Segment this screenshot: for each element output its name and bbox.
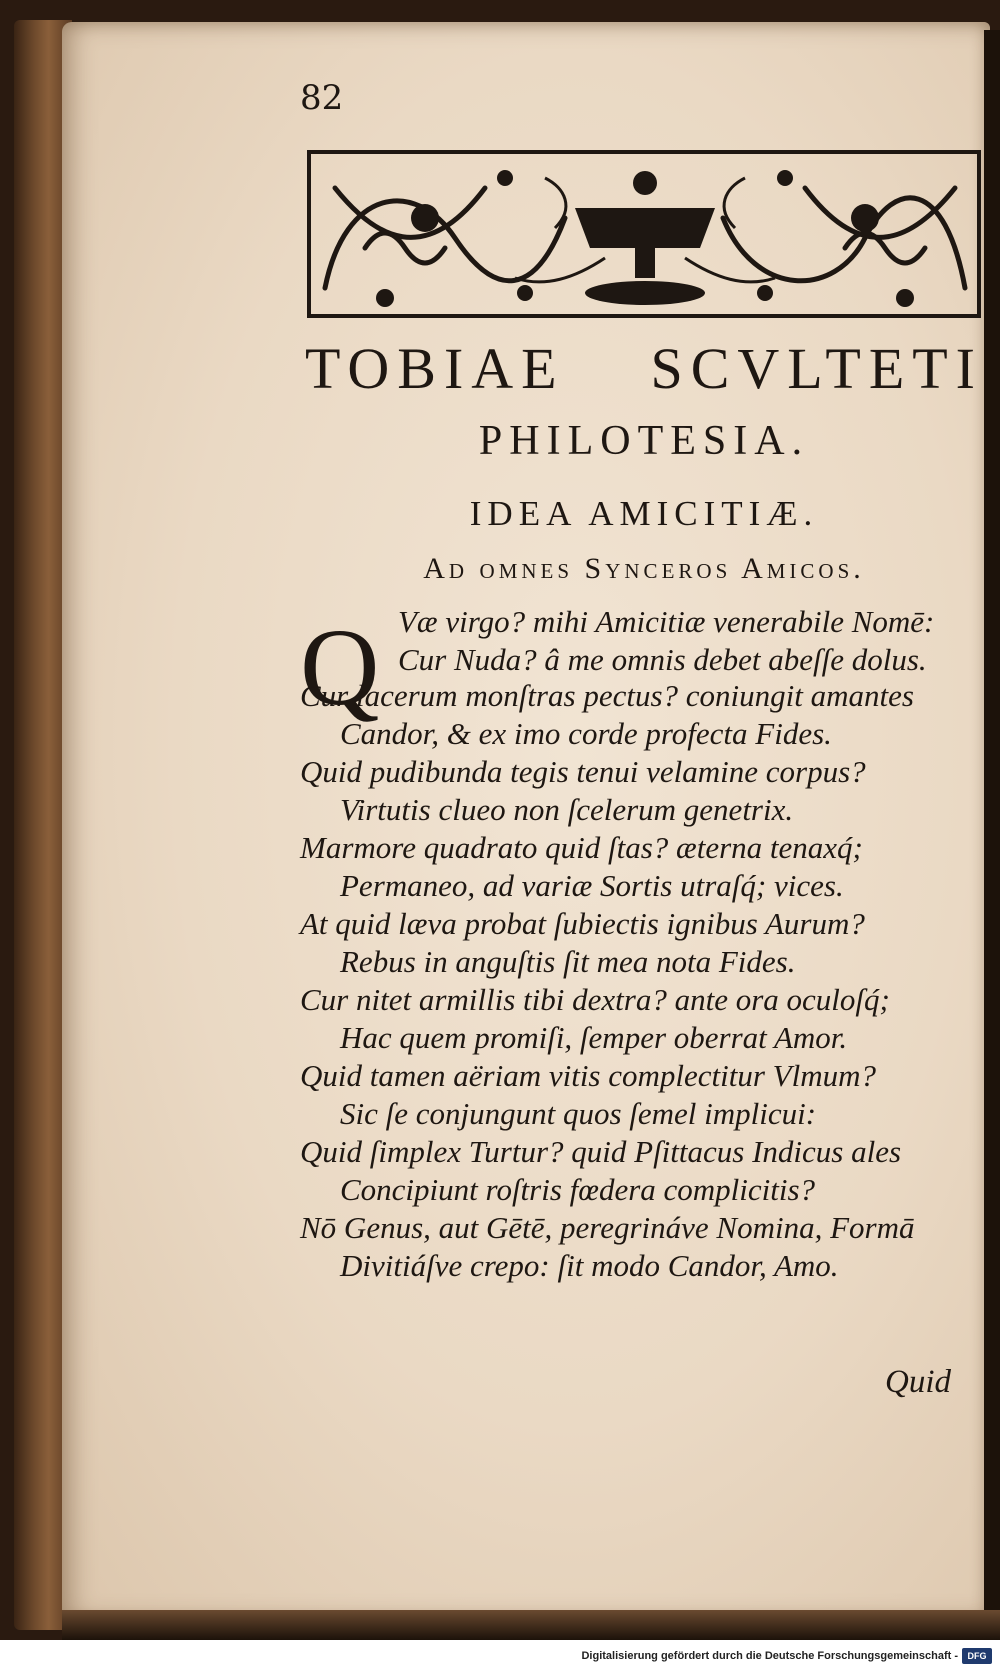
verse-line: Cur Nuda? â me omnis debet abeſſe dolus. [398,642,927,677]
verse-line: Nō Genus, aut Gētē, peregrináve Nomina, Formā [300,1210,915,1245]
dedication-line: Ad omnes Synceros Amicos. [423,552,865,585]
verse-line: At quid læva probat ſubiectis ignibus Aurum? [300,906,865,941]
verse-line: Quid ſimplex Turtur? quid Pſittacus Indicus ales [300,1134,902,1169]
verse-line: Væ virgo? mihi Amicitiæ venerabile Nomē: [398,604,935,639]
verse-line: Cur nitet armillis tibi dextra? ante ora oculoſq́; [300,982,890,1017]
verse-line: Hac quem promiſi, ſemper oberrat Amor. [340,1020,848,1055]
verse-line: Quid pudibunda tegis tenui velamine corpus? [300,754,866,789]
decorative-headpiece-icon [305,148,983,320]
verse-line: Concipiunt roſtris fœdera complicitis? [340,1172,816,1207]
subtitle: IDEA AMICITIÆ. [469,494,819,533]
dfg-logo-icon[interactable]: DFG [962,1648,992,1664]
title-work: PHILOTESIA. [478,418,810,464]
verse-line: Permaneo, ad variæ Sortis utraſq́; vices. [340,868,844,903]
verse-line: Rebus in anguſtis ſit mea nota Fides. [340,944,796,979]
verse-line: Quid tamen aëriam vitis complectitur Vlmum? [300,1058,876,1093]
verse-line: Virtutis clueo non ſcelerum genetrix. [340,792,794,827]
verse-line: Sic ſe conjungunt quos ſemel implicui: [340,1096,817,1131]
title-author: TOBIAE SCVLTETI [305,336,983,401]
verse-line: Divitiáſve crepo: ſit modo Candor, Amo. [340,1248,839,1283]
page-right-shadow [984,30,1000,1620]
verse-line: Candor, & ex imo corde profecta Fides. [340,716,832,751]
verse-line: Cur lacerum monſtras pectus? coniungit amantes [300,678,914,713]
drop-cap-initial: Q [300,606,380,728]
footer-bar [0,1642,1000,1672]
page-bottom-shadow [62,1610,1000,1640]
page-number: 82 [300,78,344,118]
catchword: Quid [885,1364,951,1400]
verse-line: Marmore quadrato quid ſtas? æterna tenaxq́; [300,830,863,865]
funding-credit: Digitalisierung gefördert durch die Deutsche Forschungsgemeinschaft - [581,1650,958,1662]
